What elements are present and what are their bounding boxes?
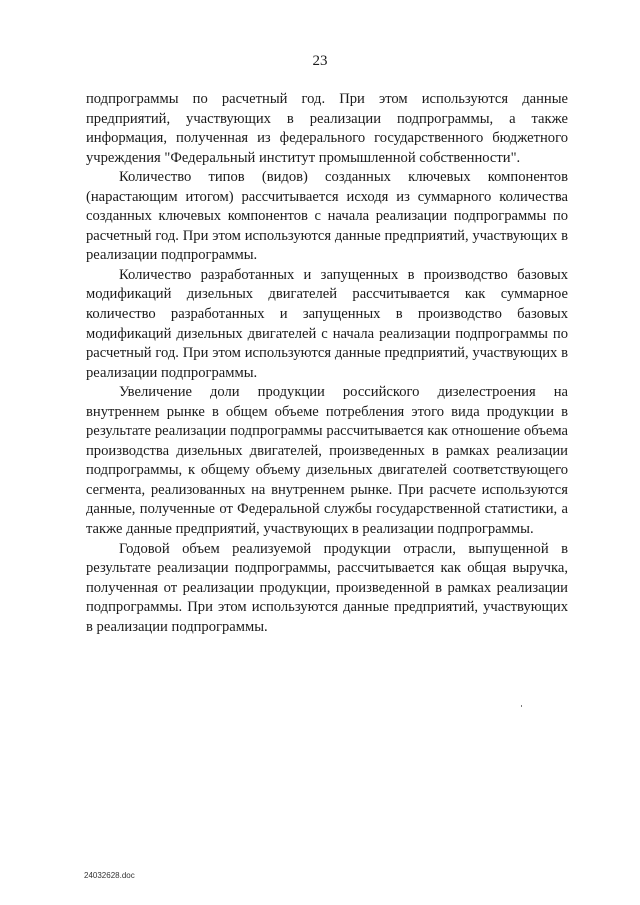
paragraph-key-components: Количество типов (видов) созданных ключевых компонентов (нарастающим итогом) рассчитывается исходя из суммарного количества созданных ключевых компонентов с начала реализации подпрограммы по расчетный год. При этом используются данные предприятий, участвующих в реализации подпрограммы. xyxy=(86,169,568,264)
paragraph-diesel-modifications: Количество разработанных и запущенных в производство базовых модификаций дизельных двигателей рассчитывается как суммарное количество разработанных и запущенных в производство базовых модификаций дизельных двигателей с начала реализации подпрограммы по расчетный год. При этом используются данные предприятий, участвующих в реализации подпрограммы. xyxy=(86,266,568,381)
document-body xyxy=(86,90,568,637)
paragraph-annual-volume: Годовой объем реализуемой продукции отрасли, выпущенной в результате реализации подпрограммы, рассчитывается как общая выручка, полученная от реализации продукции, произведенной в рамках реализации подпрограммы. При этом используются данные предприятий, участвующих в реализации подпрограммы. xyxy=(86,540,568,635)
footer-filename: 24032628.doc xyxy=(84,871,135,880)
paragraph-continuation: подпрограммы по расчетный год. При этом используются данные предприятий, участвующих в реализации подпрограммы, а также информация, полученная из федерального государственного бюджетного учреждения "Федеральный институт промышленной собственности". xyxy=(86,91,568,166)
paragraph-market-share: Увеличение доли продукции российского дизелестроения на внутреннем рынке в общем объеме потребления этого вида продукции в результате реализации подпрограммы рассчитывается как отношение объема производства дизельных двигателей, произведенных в рамках реализации подпрограммы, к общему объему дизельных двигателей соответствующего сегмента, реализованных на внутреннем рынке. При расчете используются данные, полученные от Федеральной службы государственной статистики, а также данные предприятий, участвующих в реализации подпрограммы. xyxy=(86,384,568,538)
page-number: 23 xyxy=(312,53,328,69)
scan-speck xyxy=(521,705,522,707)
